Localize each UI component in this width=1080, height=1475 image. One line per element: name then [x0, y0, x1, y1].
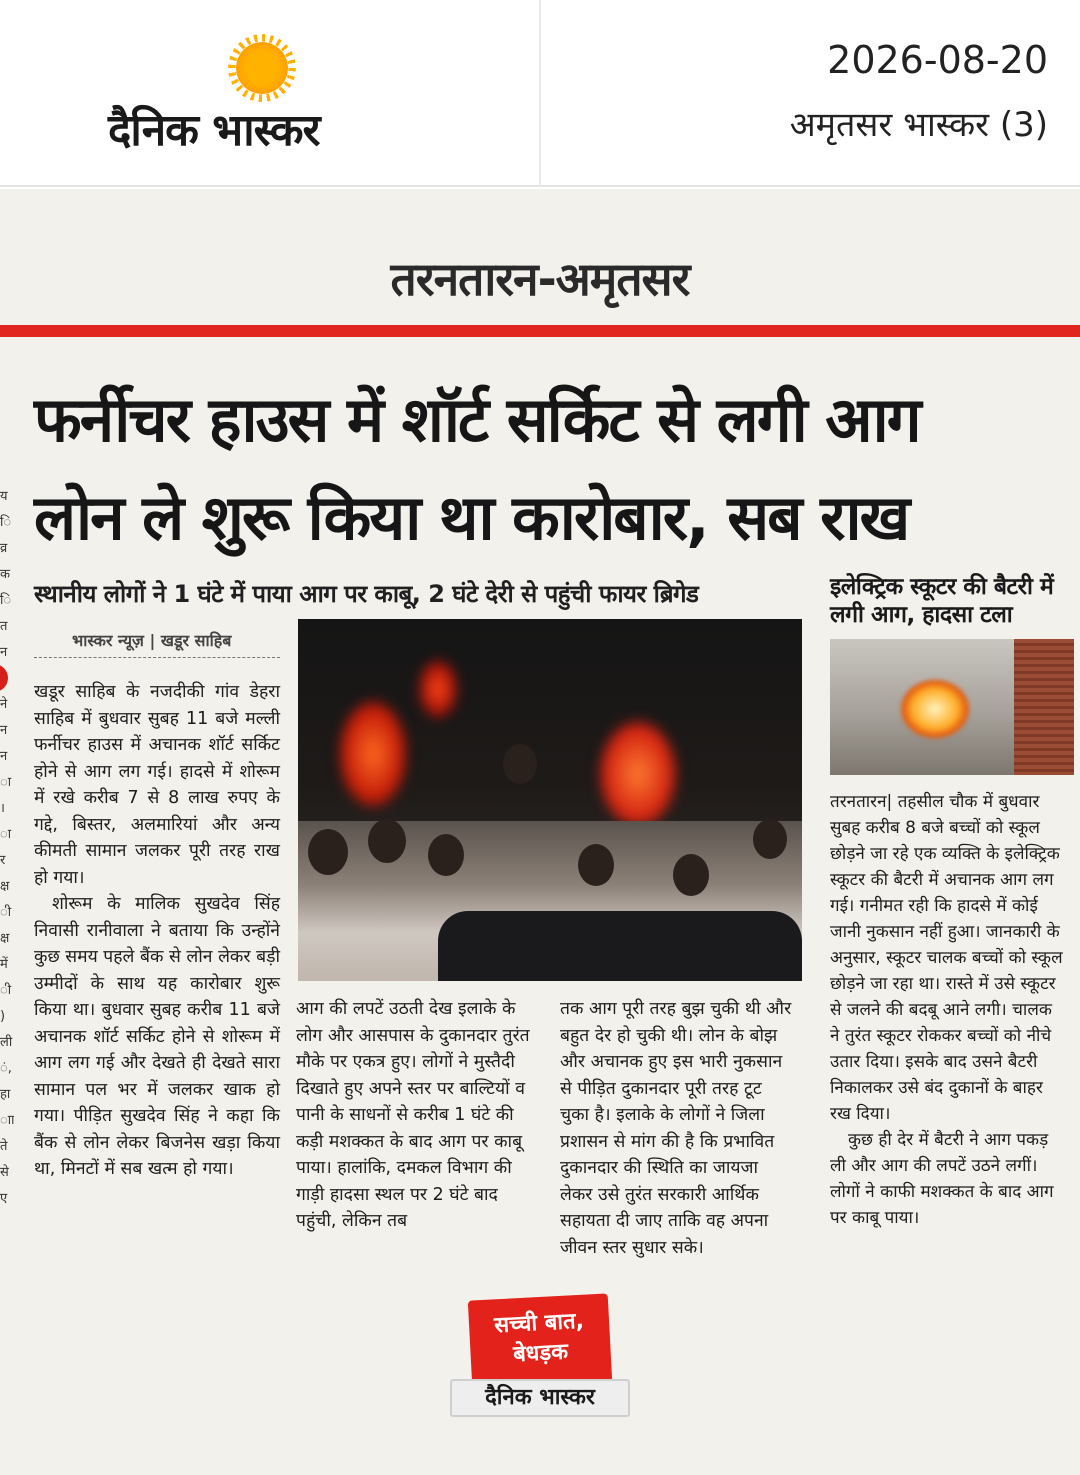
person-silhouette [578, 844, 614, 886]
car-roof [438, 911, 802, 981]
sachchi-baat-badge [450, 1297, 630, 1429]
person-silhouette [503, 744, 537, 784]
article-paragraph: तक आग पूरी तरह बुझ चुकी थी और बहुत देर हो चुकी थी। लोन के बोझ और अचानक हुए इस भारी नुकसान से पीड़ित दुकानदार पूरी तरह टूट चुका है। इलाके के लोगों ने जिला प्रशासन से मांग की है कि प्रभावित दुकानदार की स्थिति का जायजा लेकर उसे तुरंत सरकारी आर्थिक सहायता दी जाए ताकि वह अपना जीवन स्तर सुधार सके। [560, 999, 792, 1258]
header-divider [539, 0, 541, 187]
flames [900, 679, 970, 739]
byline-rule [34, 657, 280, 658]
scooter-battery-fire-photo [830, 639, 1074, 775]
headline-line-1: फर्नीचर हाउस में शॉर्ट सर्किट से लगी आग [34, 383, 920, 456]
section-red-rule [0, 325, 1080, 337]
badge-brand: दैनिक भास्कर [450, 1379, 630, 1417]
flames [338, 699, 408, 809]
article-paragraph: खडूर साहिब के नजदीकी गांव डेहरा साहिब में बुधवार सुबह 11 बजे मल्ली फर्नीचर हाउस में अचानक शॉर्ट सर्किट होने से आग लग गई। हादसे में शोरूम में रखे करीब 7 से 8 लाख रुपए के गद्दे, बिस्तर, अलमारियां और अन्य कीमती सामान जलकर पूरी तरह राख हो गया। [34, 682, 280, 888]
article-column-2 [296, 996, 532, 1235]
section-heading: तरनतारन-अमृतसर [390, 252, 690, 306]
sidebar-story-body [830, 789, 1066, 1231]
flames [598, 719, 678, 829]
article-column-1 [34, 679, 280, 1183]
person-silhouette [368, 819, 406, 863]
red-bullet-mark [0, 664, 8, 692]
person-silhouette [673, 854, 709, 896]
article-paragraph: कुछ ही देर में बैटरी ने आग पकड़ ली और आग की लपटें उठने लगीं। लोगों ने काफी मशक्कत के बाद आग पर काबू पाया। [830, 1130, 1054, 1228]
person-silhouette [753, 819, 787, 859]
article-paragraph: शोरूम के मालिक सुखदेव सिंह निवासी रानीवाला ने बताया कि उन्होंने कुछ समय पहले बैंक से लोन लेकर बड़ी उम्मीदों के साथ यह कारोबार शुरू किया था। बुधवार सुबह करीब 11 बजे अचानक शॉर्ट सर्किट होने से शोरूम में आग लग गई और देखते ही देखते सारा सामान पल भर में जलकर खाक हो गया। पीड़ित सुखदेव सिंह ने कहा कि बैंक से लोन लेकर बिजनेस खड़ा किया था, मिनटों में सब खत्म हो गया। [34, 894, 280, 1179]
shop-shutter [1014, 639, 1074, 775]
fire-scene-photo [298, 619, 802, 981]
headline-line-2: लोन ले शुरू किया था कारोबार, सब राख [34, 481, 909, 554]
person-silhouette [428, 834, 464, 876]
edition-name[interactable]: अमृतसर भास्कर (3) [789, 105, 1048, 145]
article-paragraph: तरनतारन| तहसील चौक में बुधवार सुबह करीब 8 बजे बच्चों को स्कूल छोड़ने जा रहे एक व्यक्ति के इलेक्ट्रिक स्कूटर की बैटरी में अचानक आग लग गई। गनीमत रही कि हादसे में कोई जानी नुकसान नहीं हुआ। जानकारी के अनुसार, स्कूटर चालक बच्चों को स्कूल छोड़ने जा रहा था। रास्ते में उसे स्कूटर से जलने की बदबू आने लगी। चालक ने तुरंत स्कूटर रोककर बच्चों को नीचे उतार दिया। इसके बाद उसने बैटरी निकालकर उसे बंद दुकानों के बाहर रख दिया। [830, 792, 1063, 1124]
adjacent-column-edge: य ि व्र क ि त न ने न न ा । ा र क्ष ी क्ष में ी ) ली ं, हा ाा ते से ए [0, 484, 14, 1384]
subheadline: स्थानीय लोगों ने 1 घंटे में पाया आग पर काबू, 2 घंटे देरी से पहुंची फायर ब्रिगेड [34, 580, 699, 608]
article-paragraph: आग की लपटें उठती देख इलाके के लोग और आसपास के दुकानदार तुरंत मौके पर एकत्र हुए। लोगों ने मुस्तैदी दिखाते हुए अपने स्तर पर बाल्टियों व पानी के साधनों से करीब 1 घंटे की कड़ी मशक्कत के बाद आग पर काबू पाया। हालांकि, दमकल विभाग की गाड़ी हादसा स्थल पर 2 घंटे बाद पहुंची, लेकिन तब [296, 999, 530, 1231]
badge-slogan: सच्ची बात, बेधड़क [468, 1293, 612, 1388]
epaper-clipping[interactable] [0, 189, 1080, 1475]
article-column-3 [560, 996, 796, 1261]
person-silhouette [308, 829, 348, 875]
sidebar-story-title: इलेक्ट्रिक स्कूटर की बैटरी में लगी आग, हादसा टला [830, 574, 1054, 628]
dainik-bhaskar-logo[interactable] [108, 40, 428, 156]
flames [418, 659, 458, 719]
app-header [0, 0, 1080, 187]
byline: भास्कर न्यूज़ | खडूर साहिब [72, 631, 232, 650]
logo-text: दैनिक भास्कर [108, 105, 320, 156]
edition-date: 2026-08-20 [827, 38, 1048, 82]
sun-icon [236, 42, 288, 94]
